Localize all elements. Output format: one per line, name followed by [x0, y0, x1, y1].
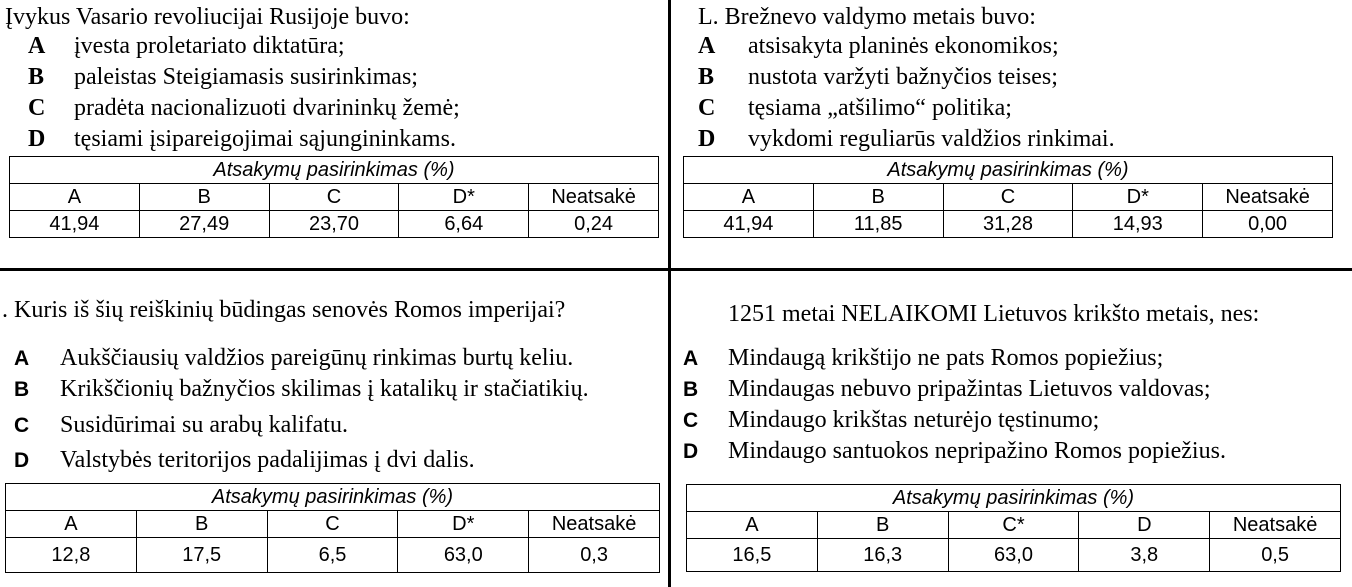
- table-value-row: [10, 211, 659, 238]
- question-text: 1251 metai NELAIKOMI Lietuvos krikšto metais, nes:: [728, 301, 1260, 327]
- option-letter: B: [683, 378, 699, 401]
- value-cell: 12,8: [6, 538, 137, 573]
- option-letter: B: [698, 64, 715, 90]
- value-cell: 0,00: [1203, 211, 1333, 238]
- header-cell: A: [684, 184, 814, 211]
- option-letter: C: [683, 409, 699, 432]
- answer-table: [686, 484, 1341, 572]
- table-header-row: [10, 184, 659, 211]
- option-letter: D: [14, 449, 30, 472]
- option-letter: D: [28, 126, 46, 152]
- question-text: . Kuris iš šių reiškinių būdingas senovės Romos imperijai?: [2, 297, 566, 323]
- option-text: Mindaugas nebuvo pripažintas Lietuvos valdovas;: [728, 376, 1211, 402]
- option-letter: B: [28, 64, 45, 90]
- answer-table: [5, 483, 660, 573]
- header-cell: C*: [948, 512, 1079, 539]
- value-cell: 17,5: [136, 538, 267, 573]
- option-letter: A: [28, 33, 46, 59]
- table-value-row: [684, 211, 1333, 238]
- value-cell: 31,28: [943, 211, 1073, 238]
- table-header-row: [687, 512, 1341, 539]
- answer-table: [9, 156, 659, 238]
- table-title: Atsakymų pasirinkimas (%): [6, 484, 660, 511]
- value-cell: 41,94: [10, 211, 140, 238]
- option-text: Mindaugo krikštas neturėjo tęstinumo;: [728, 407, 1100, 433]
- header-cell: Neatsakė: [1203, 184, 1333, 211]
- header-cell: Neatsakė: [529, 511, 660, 538]
- value-cell: 27,49: [139, 211, 269, 238]
- option-text: tęsiami įsipareigojimai sąjungininkams.: [74, 126, 456, 152]
- header-cell: A: [687, 512, 818, 539]
- option-letter: A: [698, 33, 716, 59]
- option-letter: A: [683, 347, 699, 370]
- value-cell: 63,0: [948, 539, 1079, 572]
- option-text: vykdomi reguliarūs valdžios rinkimai.: [748, 126, 1115, 152]
- table-header-row: [6, 511, 660, 538]
- header-cell: C: [943, 184, 1073, 211]
- header-cell: C: [269, 184, 399, 211]
- option-letter: C: [28, 95, 46, 121]
- option-text: pradėta nacionalizuoti dvarininkų žemė;: [74, 95, 460, 121]
- header-cell: A: [10, 184, 140, 211]
- header-cell: B: [817, 512, 948, 539]
- table-title: Atsakymų pasirinkimas (%): [10, 157, 659, 184]
- header-cell: B: [139, 184, 269, 211]
- question-block-2: [671, 0, 1352, 268]
- value-cell: 0,3: [529, 538, 660, 573]
- value-cell: 41,94: [684, 211, 814, 238]
- option-letter: A: [14, 347, 30, 370]
- option-text: Mindaugą krikštijo ne pats Romos popiežius;: [728, 345, 1164, 371]
- header-cell: D: [1079, 512, 1210, 539]
- option-letter: C: [698, 95, 716, 121]
- option-text: Krikščionių bažnyčios skilimas į katalikų ir stačiatikių.: [60, 376, 589, 402]
- table-value-row: [6, 538, 660, 573]
- question-block-1: [0, 0, 668, 268]
- option-text: paleistas Steigiamasis susirinkimas;: [74, 64, 418, 90]
- option-text: įvesta proletariato diktatūra;: [74, 33, 345, 59]
- option-text: Valstybės teritorijos padalijimas į dvi dalis.: [60, 447, 475, 473]
- option-letter: D: [683, 440, 699, 463]
- question-block-4: [671, 271, 1352, 587]
- option-letter: B: [14, 378, 30, 401]
- table-title: Atsakymų pasirinkimas (%): [684, 157, 1333, 184]
- option-text: Aukščiausių valdžios pareigūnų rinkimas burtų keliu.: [60, 345, 574, 371]
- value-cell: 6,5: [267, 538, 398, 573]
- question-text: L. Brežnevo valdymo metais buvo:: [698, 4, 1036, 30]
- value-cell: 0,24: [529, 211, 659, 238]
- answer-table: [683, 156, 1333, 238]
- value-cell: 63,0: [398, 538, 529, 573]
- header-cell: D*: [399, 184, 529, 211]
- header-cell: C: [267, 511, 398, 538]
- value-cell: 23,70: [269, 211, 399, 238]
- option-text: atsisakyta planinės ekonomikos;: [748, 33, 1059, 59]
- value-cell: 0,5: [1210, 539, 1341, 572]
- header-cell: D*: [398, 511, 529, 538]
- table-value-row: [687, 539, 1341, 572]
- header-cell: A: [6, 511, 137, 538]
- value-cell: 3,8: [1079, 539, 1210, 572]
- option-letter: D: [698, 126, 716, 152]
- header-cell: D*: [1073, 184, 1203, 211]
- question-text: Įvykus Vasario revoliucijai Rusijoje buvo:: [5, 4, 410, 30]
- option-text: tęsiama „atšilimo“ politika;: [748, 95, 1012, 121]
- header-cell: Neatsakė: [1210, 512, 1341, 539]
- header-cell: Neatsakė: [529, 184, 659, 211]
- header-cell: B: [813, 184, 943, 211]
- option-text: Mindaugo santuokos nepripažino Romos popiežius.: [728, 438, 1226, 464]
- value-cell: 16,3: [817, 539, 948, 572]
- value-cell: 14,93: [1073, 211, 1203, 238]
- header-cell: B: [136, 511, 267, 538]
- value-cell: 6,64: [399, 211, 529, 238]
- option-text: nustota varžyti bažnyčios teises;: [748, 64, 1058, 90]
- option-text: Susidūrimai su arabų kalifatu.: [60, 412, 348, 438]
- value-cell: 11,85: [813, 211, 943, 238]
- table-title: Atsakymų pasirinkimas (%): [687, 485, 1341, 512]
- table-header-row: [684, 184, 1333, 211]
- question-block-3: [0, 271, 668, 587]
- value-cell: 16,5: [687, 539, 818, 572]
- option-letter: C: [14, 414, 30, 437]
